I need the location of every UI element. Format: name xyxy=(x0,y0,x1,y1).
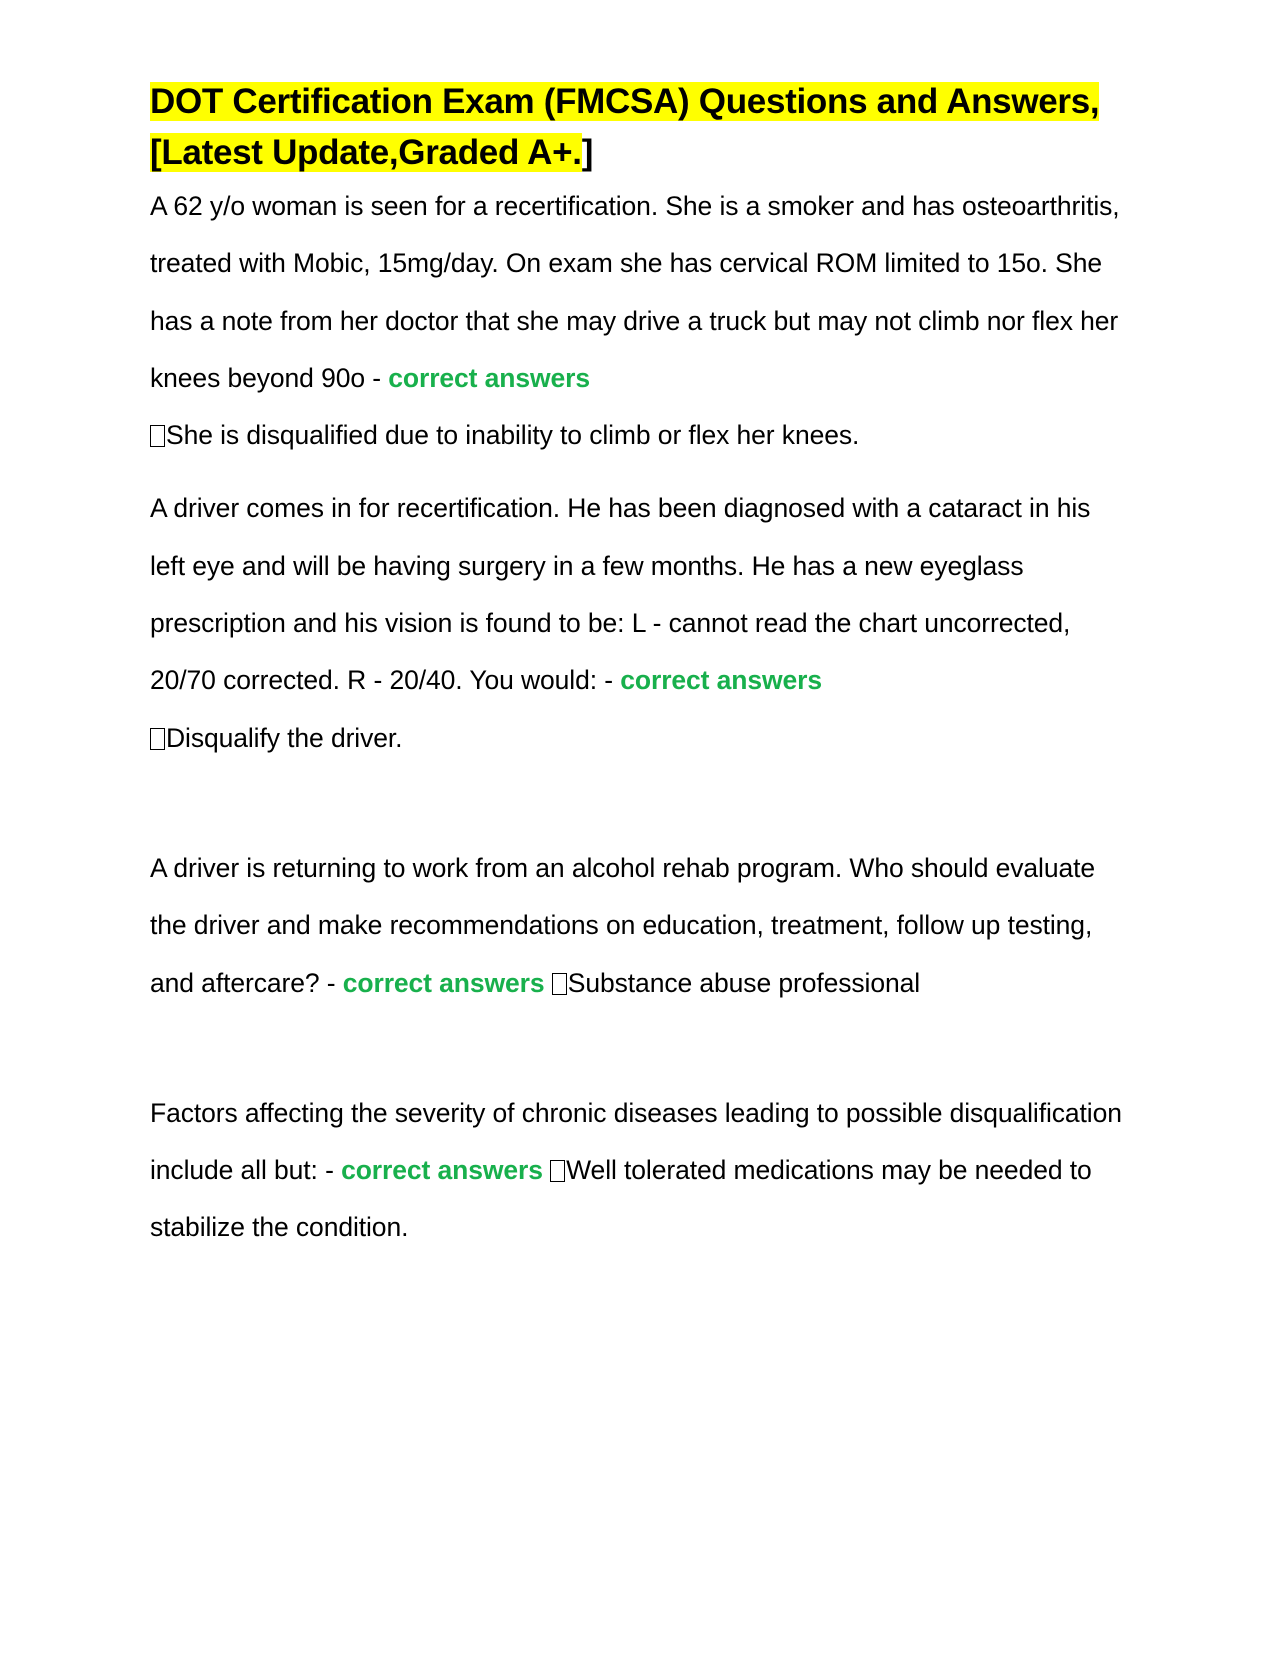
correct-answers-label: correct answers xyxy=(388,362,591,393)
answer-text: Disqualify the driver. xyxy=(166,722,403,753)
correct-answers-label: correct answers xyxy=(341,1155,543,1186)
separator: - xyxy=(319,967,343,998)
question-text: A 62 y/o woman is seen for a recertification. She is a smoker and has osteoarthritis, treated with Mobic, 15mg/day. On exam she has cervical ROM limited to 15o. She has a note from her doctor that she may drive a truck but may not climb nor flex her knees beyond 90o xyxy=(150,191,1120,393)
document-page xyxy=(150,76,1130,1257)
missing-glyph-icon xyxy=(150,425,165,447)
qa-item-3 xyxy=(150,840,1130,1012)
question-text: Factors affecting the severity of chronic diseases leading to possible disqualification include all but: xyxy=(150,1097,1122,1186)
answer-text: Well tolerated medications may be needed to stabilize the condition. xyxy=(150,1155,1092,1243)
answer-text: Substance abuse professional xyxy=(567,967,921,998)
missing-glyph-icon xyxy=(552,973,567,995)
qa-item-1 xyxy=(150,178,1130,464)
qa-item-4 xyxy=(150,1085,1130,1257)
missing-glyph-icon xyxy=(550,1160,565,1182)
correct-answers-label: correct answers xyxy=(620,665,823,696)
separator: - xyxy=(597,665,621,696)
qa-item-2 xyxy=(150,480,1130,766)
correct-answers-label: correct answers xyxy=(342,967,545,998)
title-highlighted-text: DOT Certification Exam (FMCSA) Questions and Answers, [Latest Update,Graded A+. xyxy=(150,82,1100,172)
question-text: A driver comes in for recertification. He has been diagnosed with a cataract in his left eye and will be having surgery in a few months. He has a new eyeglass prescription and his vision is found to be: L - cannot read the chart uncorrected, 20/70 corrected. R - 20/40. You would: xyxy=(150,493,1091,696)
question-text: A driver is returning to work from an alcohol rehab program. Who should evaluate the driver and make recommendations on education, treatment, follow up testing, and aftercare? xyxy=(150,852,1096,998)
separator: - xyxy=(317,1155,342,1186)
document-title xyxy=(150,76,1130,178)
answer-text: She is disqualified due to inability to climb or flex her knees. xyxy=(166,420,860,451)
missing-glyph-icon xyxy=(150,728,165,750)
title-tail-text: ] xyxy=(581,133,594,172)
separator: - xyxy=(365,362,389,393)
